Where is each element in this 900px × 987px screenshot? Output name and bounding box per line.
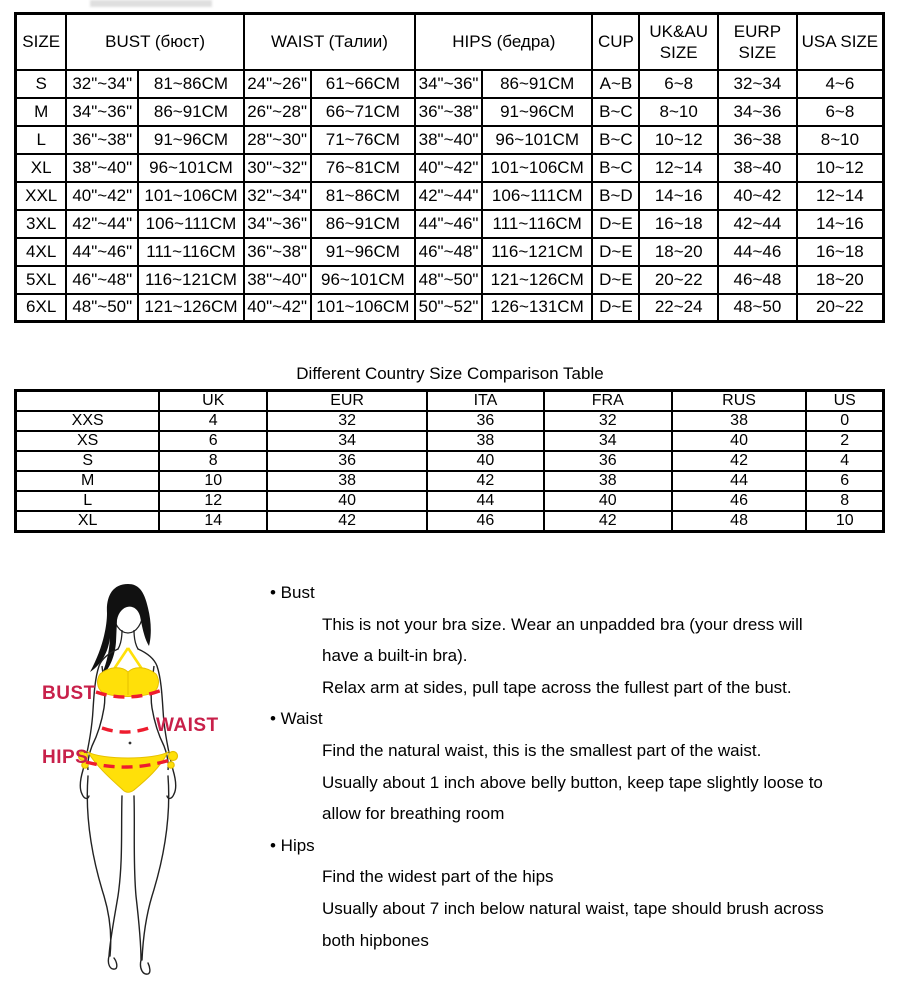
size-value-cell: 20~22 [639, 266, 718, 294]
size-value-cell: 126~131CM [482, 294, 593, 322]
size-chart-body [16, 70, 884, 322]
header-eur: EUR [267, 391, 427, 412]
header-hips: HIPS (бедра) [415, 14, 592, 70]
comparison-label-cell: XL [16, 511, 160, 532]
size-value-cell: B~D [592, 182, 639, 210]
size-value-cell: 48"~50" [66, 294, 138, 322]
size-value-cell: 48"~50" [415, 266, 482, 294]
header-fra: FRA [544, 391, 672, 412]
comparison-value-cell: 40 [544, 491, 672, 511]
size-value-cell: 61~66CM [311, 70, 416, 98]
comparison-value-cell: 40 [267, 491, 427, 511]
comparison-value-cell: 14 [159, 511, 267, 532]
comparison-value-cell: 12 [159, 491, 267, 511]
comparison-value-cell: 32 [267, 411, 427, 431]
size-value-cell: 10~12 [639, 126, 718, 154]
comparison-value-cell: 40 [672, 431, 807, 451]
comparison-row [16, 411, 884, 431]
size-value-cell: 81~86CM [311, 182, 416, 210]
comparison-value-cell: 8 [806, 491, 883, 511]
comparison-value-cell: 6 [159, 431, 267, 451]
size-value-cell: 40"~42" [244, 294, 311, 322]
comparison-label-cell: S [16, 451, 160, 471]
size-value-cell: 32"~34" [66, 70, 138, 98]
size-value-cell: 18~20 [797, 266, 884, 294]
comparison-value-cell: 46 [427, 511, 544, 532]
header-blank [16, 391, 160, 412]
size-value-cell: 44"~46" [66, 238, 138, 266]
comparison-row [16, 431, 884, 451]
comparison-value-cell: 34 [544, 431, 672, 451]
size-value-cell: 121~126CM [138, 294, 244, 322]
comparison-row [16, 451, 884, 471]
size-label-cell: 4XL [16, 238, 67, 266]
size-value-cell: 36"~38" [415, 98, 482, 126]
size-value-cell: 24"~26" [244, 70, 311, 98]
size-value-cell: 34"~36" [244, 210, 311, 238]
header-uk: UK [159, 391, 267, 412]
measurement-figure [22, 566, 262, 982]
size-value-cell: 10~12 [797, 154, 884, 182]
comparison-table-title: Different Country Size Comparison Table [296, 364, 604, 383]
comparison-value-cell: 46 [672, 491, 807, 511]
size-value-cell: 86~91CM [138, 98, 244, 126]
size-value-cell: 91~96CM [311, 238, 416, 266]
size-value-cell: 6~8 [639, 70, 718, 98]
comparison-value-cell: 48 [672, 511, 807, 532]
size-value-cell: 16~18 [797, 238, 884, 266]
size-value-cell: 86~91CM [482, 70, 593, 98]
comparison-value-cell: 42 [427, 471, 544, 491]
size-value-cell: 76~81CM [311, 154, 416, 182]
header-usa-size: USA SIZE [797, 14, 884, 70]
size-value-cell: 42"~44" [415, 182, 482, 210]
comparison-value-cell: 2 [806, 431, 883, 451]
instruction-line: Usually about 1 inch above belly button, keep tape slightly loose to [322, 772, 823, 792]
header-size: SIZE [16, 14, 67, 70]
size-value-cell: D~E [592, 210, 639, 238]
comparison-value-cell: 4 [159, 411, 267, 431]
comparison-value-cell: 38 [544, 471, 672, 491]
size-value-cell: 30"~32" [244, 154, 311, 182]
header-rus: RUS [672, 391, 807, 412]
size-value-cell: 96~101CM [311, 266, 416, 294]
size-label-cell: 5XL [16, 266, 67, 294]
instruction-line: Relax arm at sides, pull tape across the fullest part of the bust. [322, 677, 792, 697]
size-value-cell: 42"~44" [66, 210, 138, 238]
size-value-cell: 34"~36" [415, 70, 482, 98]
size-value-cell: 101~106CM [138, 182, 244, 210]
size-chart-row [16, 182, 884, 210]
size-value-cell: D~E [592, 266, 639, 294]
size-value-cell: 116~121CM [138, 266, 244, 294]
header-ukau-size: UK&AU SIZE [639, 14, 718, 70]
size-value-cell: 86~91CM [311, 210, 416, 238]
instruction-line: have a built-in bra). [322, 646, 468, 666]
size-value-cell: 44~46 [718, 238, 797, 266]
size-value-cell: 36"~38" [66, 126, 138, 154]
tie-right2 [168, 762, 174, 768]
waist-label: WAIST [156, 715, 219, 736]
size-value-cell: 106~111CM [482, 182, 593, 210]
size-value-cell: 38"~40" [244, 266, 311, 294]
instruction-line: allow for breathing room [322, 804, 505, 824]
comparison-value-cell: 38 [267, 471, 427, 491]
size-label-cell: 6XL [16, 294, 67, 322]
comparison-value-cell: 44 [427, 491, 544, 511]
size-chart-row [16, 294, 884, 322]
size-value-cell: 121~126CM [482, 266, 593, 294]
comparison-value-cell: 10 [806, 511, 883, 532]
comparison-row [16, 471, 884, 491]
size-value-cell: 96~101CM [482, 126, 593, 154]
instruction-line: Usually about 7 inch below natural waist, tape should brush across [322, 898, 824, 918]
size-value-cell: 16~18 [639, 210, 718, 238]
size-label-cell: L [16, 126, 67, 154]
comparison-value-cell: 40 [427, 451, 544, 471]
comparison-row [16, 491, 884, 511]
crop-artifact [90, 0, 212, 7]
size-value-cell: A~B [592, 70, 639, 98]
size-label-cell: XL [16, 154, 67, 182]
comparison-table-body [16, 411, 884, 532]
comparison-value-cell: 42 [544, 511, 672, 532]
size-value-cell: 36"~38" [244, 238, 311, 266]
header-bust: BUST (бюст) [66, 14, 243, 70]
size-value-cell: 38~40 [718, 154, 797, 182]
size-chart-header-row [16, 14, 884, 70]
size-value-cell: 8~10 [639, 98, 718, 126]
comparison-label-cell: XS [16, 431, 160, 451]
size-label-cell: M [16, 98, 67, 126]
size-chart-row [16, 210, 884, 238]
size-value-cell: 28"~30" [244, 126, 311, 154]
size-value-cell: 12~14 [797, 182, 884, 210]
comparison-value-cell: 6 [806, 471, 883, 491]
comparison-value-cell: 36 [544, 451, 672, 471]
comparison-value-cell: 32 [544, 411, 672, 431]
size-label-cell: XXL [16, 182, 67, 210]
size-value-cell: 46"~48" [66, 266, 138, 294]
size-value-cell: 101~106CM [311, 294, 416, 322]
size-value-cell: 38"~40" [66, 154, 138, 182]
left-leg [87, 776, 122, 969]
comparison-value-cell: 4 [806, 451, 883, 471]
size-value-cell: 46~48 [718, 266, 797, 294]
size-chart-row [16, 266, 884, 294]
size-chart-row [16, 154, 884, 182]
size-value-cell: 32~34 [718, 70, 797, 98]
size-value-cell: 116~121CM [482, 238, 593, 266]
hair-shape [90, 584, 151, 678]
comparison-value-cell: 36 [267, 451, 427, 471]
header-cup: CUP [592, 14, 639, 70]
size-chart-row [16, 70, 884, 98]
size-value-cell: 40"~42" [415, 154, 482, 182]
size-value-cell: 81~86CM [138, 70, 244, 98]
size-value-cell: 18~20 [639, 238, 718, 266]
size-label-cell: 3XL [16, 210, 67, 238]
size-value-cell: B~C [592, 98, 639, 126]
instruction-bullet: • Bust [270, 583, 315, 602]
size-value-cell: 106~111CM [138, 210, 244, 238]
bust-label: BUST [42, 683, 96, 704]
size-value-cell: B~C [592, 126, 639, 154]
size-value-cell: 111~116CM [482, 210, 593, 238]
size-value-cell: 4~6 [797, 70, 884, 98]
size-chart-table [14, 12, 885, 323]
comparison-value-cell: 10 [159, 471, 267, 491]
comparison-value-cell: 42 [672, 451, 807, 471]
size-value-cell: 22~24 [639, 294, 718, 322]
size-value-cell: 91~96CM [138, 126, 244, 154]
instruction-line: Find the widest part of the hips [322, 867, 554, 887]
size-value-cell: 14~16 [797, 210, 884, 238]
size-value-cell: 48~50 [718, 294, 797, 322]
size-value-cell: 66~71CM [311, 98, 416, 126]
comparison-table [14, 389, 885, 533]
size-value-cell: 46"~48" [415, 238, 482, 266]
size-value-cell: 91~96CM [482, 98, 593, 126]
comparison-value-cell: 44 [672, 471, 807, 491]
right-leg [134, 776, 169, 974]
size-value-cell: 34~36 [718, 98, 797, 126]
instruction-bullet: • Hips [270, 835, 315, 855]
navel-dot [129, 742, 132, 745]
size-chart-row [16, 98, 884, 126]
instruction-line: Find the natural waist, this is the smallest part of the waist. [322, 740, 762, 760]
comparison-value-cell: 38 [672, 411, 807, 431]
size-value-cell: 40~42 [718, 182, 797, 210]
tie-right [169, 752, 178, 761]
size-value-cell: 20~22 [797, 294, 884, 322]
size-chart-row [16, 126, 884, 154]
size-value-cell: 111~116CM [138, 238, 244, 266]
size-chart-row [16, 238, 884, 266]
size-label-cell: S [16, 70, 67, 98]
size-value-cell: 96~101CM [138, 154, 244, 182]
bikini-bottom [88, 752, 168, 792]
size-value-cell: 50"~52" [415, 294, 482, 322]
size-value-cell: 34"~36" [66, 98, 138, 126]
size-value-cell: 26"~28" [244, 98, 311, 126]
size-value-cell: D~E [592, 238, 639, 266]
comparison-label-cell: L [16, 491, 160, 511]
comparison-label-cell: XXS [16, 411, 160, 431]
waist-dash-line [102, 726, 154, 732]
instruction-line: This is not your bra size. Wear an unpadded bra (your dress will [322, 614, 803, 634]
comparison-label-cell: M [16, 471, 160, 491]
size-value-cell: 14~16 [639, 182, 718, 210]
header-eurp-size: EURP SIZE [718, 14, 797, 70]
comparison-header-row [16, 391, 884, 412]
size-value-cell: B~C [592, 154, 639, 182]
comparison-value-cell: 42 [267, 511, 427, 532]
header-waist: WAIST (Талии) [244, 14, 415, 70]
size-value-cell: 101~106CM [482, 154, 593, 182]
instructions [250, 577, 895, 956]
size-value-cell: 8~10 [797, 126, 884, 154]
size-value-cell: 42~44 [718, 210, 797, 238]
comparison-value-cell: 34 [267, 431, 427, 451]
header-us: US [806, 391, 883, 412]
comparison-value-cell: 8 [159, 451, 267, 471]
instruction-bullet: • Waist [270, 709, 323, 729]
size-value-cell: 6~8 [797, 98, 884, 126]
comparison-value-cell: 36 [427, 411, 544, 431]
size-value-cell: 40"~42" [66, 182, 138, 210]
size-value-cell: 12~14 [639, 154, 718, 182]
size-value-cell: 71~76CM [311, 126, 416, 154]
hips-label: HIPS [42, 747, 89, 768]
size-value-cell: 44"~46" [415, 210, 482, 238]
size-value-cell: D~E [592, 294, 639, 322]
comparison-value-cell: 0 [806, 411, 883, 431]
body-sketch [22, 566, 262, 982]
size-value-cell: 38"~40" [415, 126, 482, 154]
header-ita: ITA [427, 391, 544, 412]
size-value-cell: 36~38 [718, 126, 797, 154]
comparison-row [16, 511, 884, 532]
comparison-value-cell: 38 [427, 431, 544, 451]
size-value-cell: 32"~34" [244, 182, 311, 210]
instruction-line: both hipbones [322, 930, 429, 950]
